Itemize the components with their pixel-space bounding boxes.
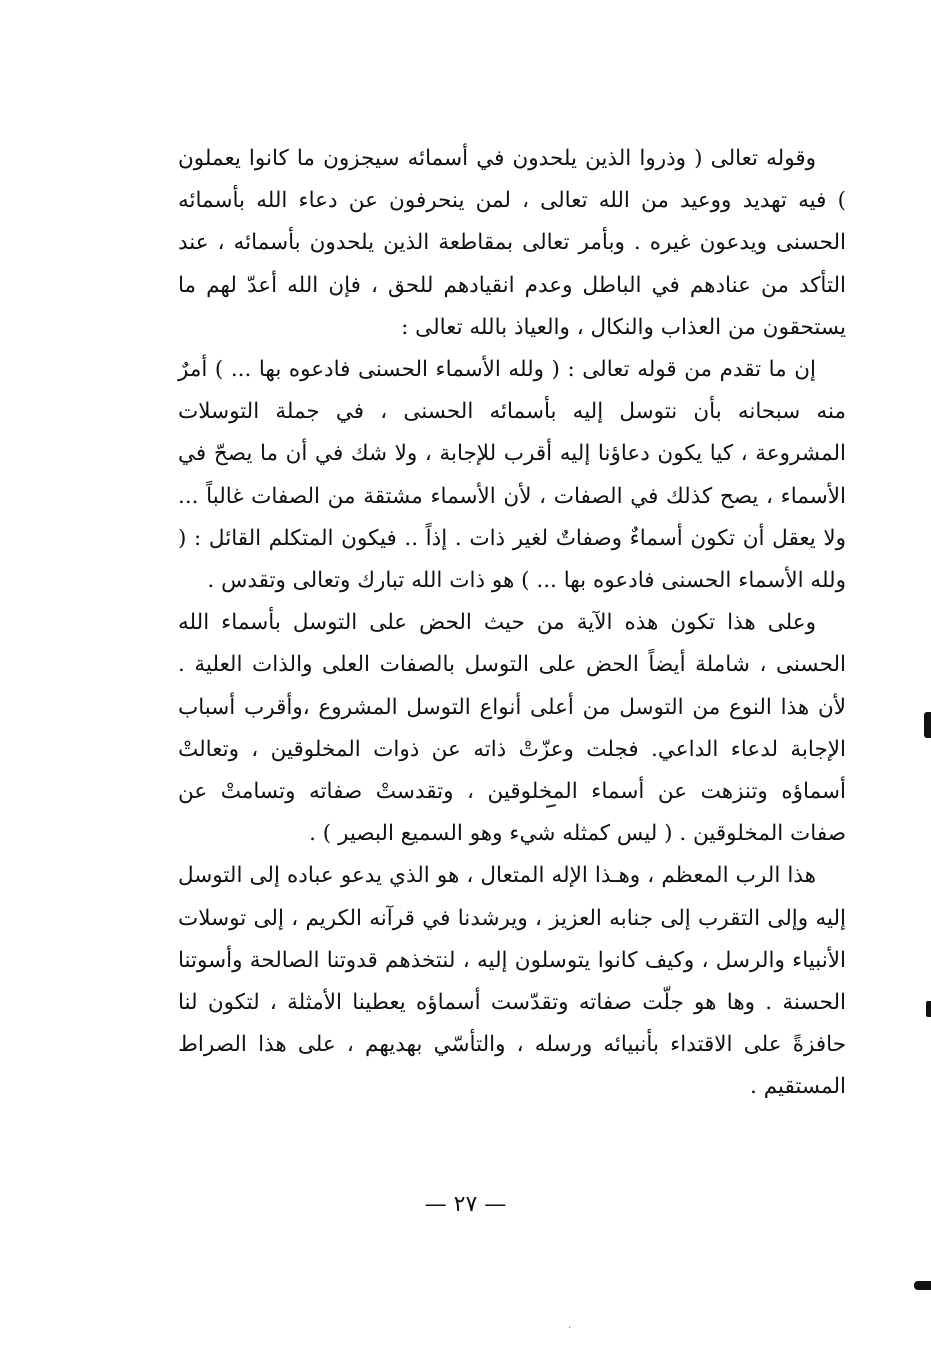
scan-edge-mark (926, 1001, 931, 1017)
paragraph-1: وقوله تعالى ( وذروا الذين يلحدون في أسمائه سيجزون ما كانوا يعملون ) فيه تهديد ووعيد من الله تعالى ، لمن ينحرفون عن دعاء الله بأسمائه الحسنى ويدعون غيره . وبأمر تعالى بمقاطعة الذين يلحدون بأسمائه ، عند التأكد من عنادهم في الباطل وعدم انقيادهم للحق ، فإن الله أعدّ لهم ما يستحقون من العذاب والنكال ، والعياذ بالله تعالى : (178, 146, 846, 340)
body-text (178, 138, 846, 1109)
scan-speck: · (568, 1323, 572, 1334)
paragraph-2: إن ما تقدم من قوله تعالى : ( ولله الأسماء الحسنى فادعوه بها ... ) أمرٌ منه سبحانه بأن نتوسل إليه بأسمائه الحسنى ، في جملة التوسلات المشروعة ، كيا يكون دعاؤنا إليه أقرب للإجابة ، ولا شك في أن ما يصحّ في الأسماء ، يصح كذلك في الصفات ، لأن الأسماء مشتقة من الصفات غالباً ... ولا يعقل أن تكون أسماءٌ وصفاتٌ لغير ذات . إذاً .. فيكون المتكلم القائل : ( ولله الأسماء الحسنى فادعوه بها ... ) هو ذات الله تبارك وتعالى وتقدس . (178, 357, 846, 594)
paragraph-4: هذا الرب المعظم ، وهـذا الإله المتعال ، هو الذي يدعو عباده إلى التوسل إليه وإلى التقرب إلى جنابه العزيز ، ويرشدنا في قرآنه الكريم ، إلى توسلات الأنبياء والرسل ، وكيف كانوا يتوسلون إليه ، لنتخذهم قدوتنا الصالحة وأسوتنا الحسنة . وها هو جلّت صفاته وتقدّست أسماؤه يعطينا الأمثلة ، لتكون لنا حافزةً على الاقتداء بأنبيائه ورسله ، والتأسّي بهديهم ، على هذا الصراط المستقيم . (178, 863, 846, 1100)
page-number: — ٢٧ — (424, 1192, 507, 1217)
paragraph-3: وعلى هذا تكون هذه الآية من حيث الحض على التوسل بأسماء الله الحسنى ، شاملة أيضاً الحض على التوسل بالصفات العلى والذات العلية . لأن هذا النوع من التوسل من أعلى أنواع التوسل المشروع ،وأقرب أسباب الإجابة لدعاء الداعي. فجلت وعزّتْ ذاته عن ذوات المخلوقين ، وتعالتْ أسماؤه وتنزهت عن أسماء المخلوقين ، وتقدستْ صفاته وتسامتْ عن صفات المخلوقين . ( ليس كمثله شيء وهو السميع البصير ) . (178, 610, 846, 847)
scan-edge-mark (914, 1281, 931, 1290)
scan-edge-mark (924, 712, 931, 738)
